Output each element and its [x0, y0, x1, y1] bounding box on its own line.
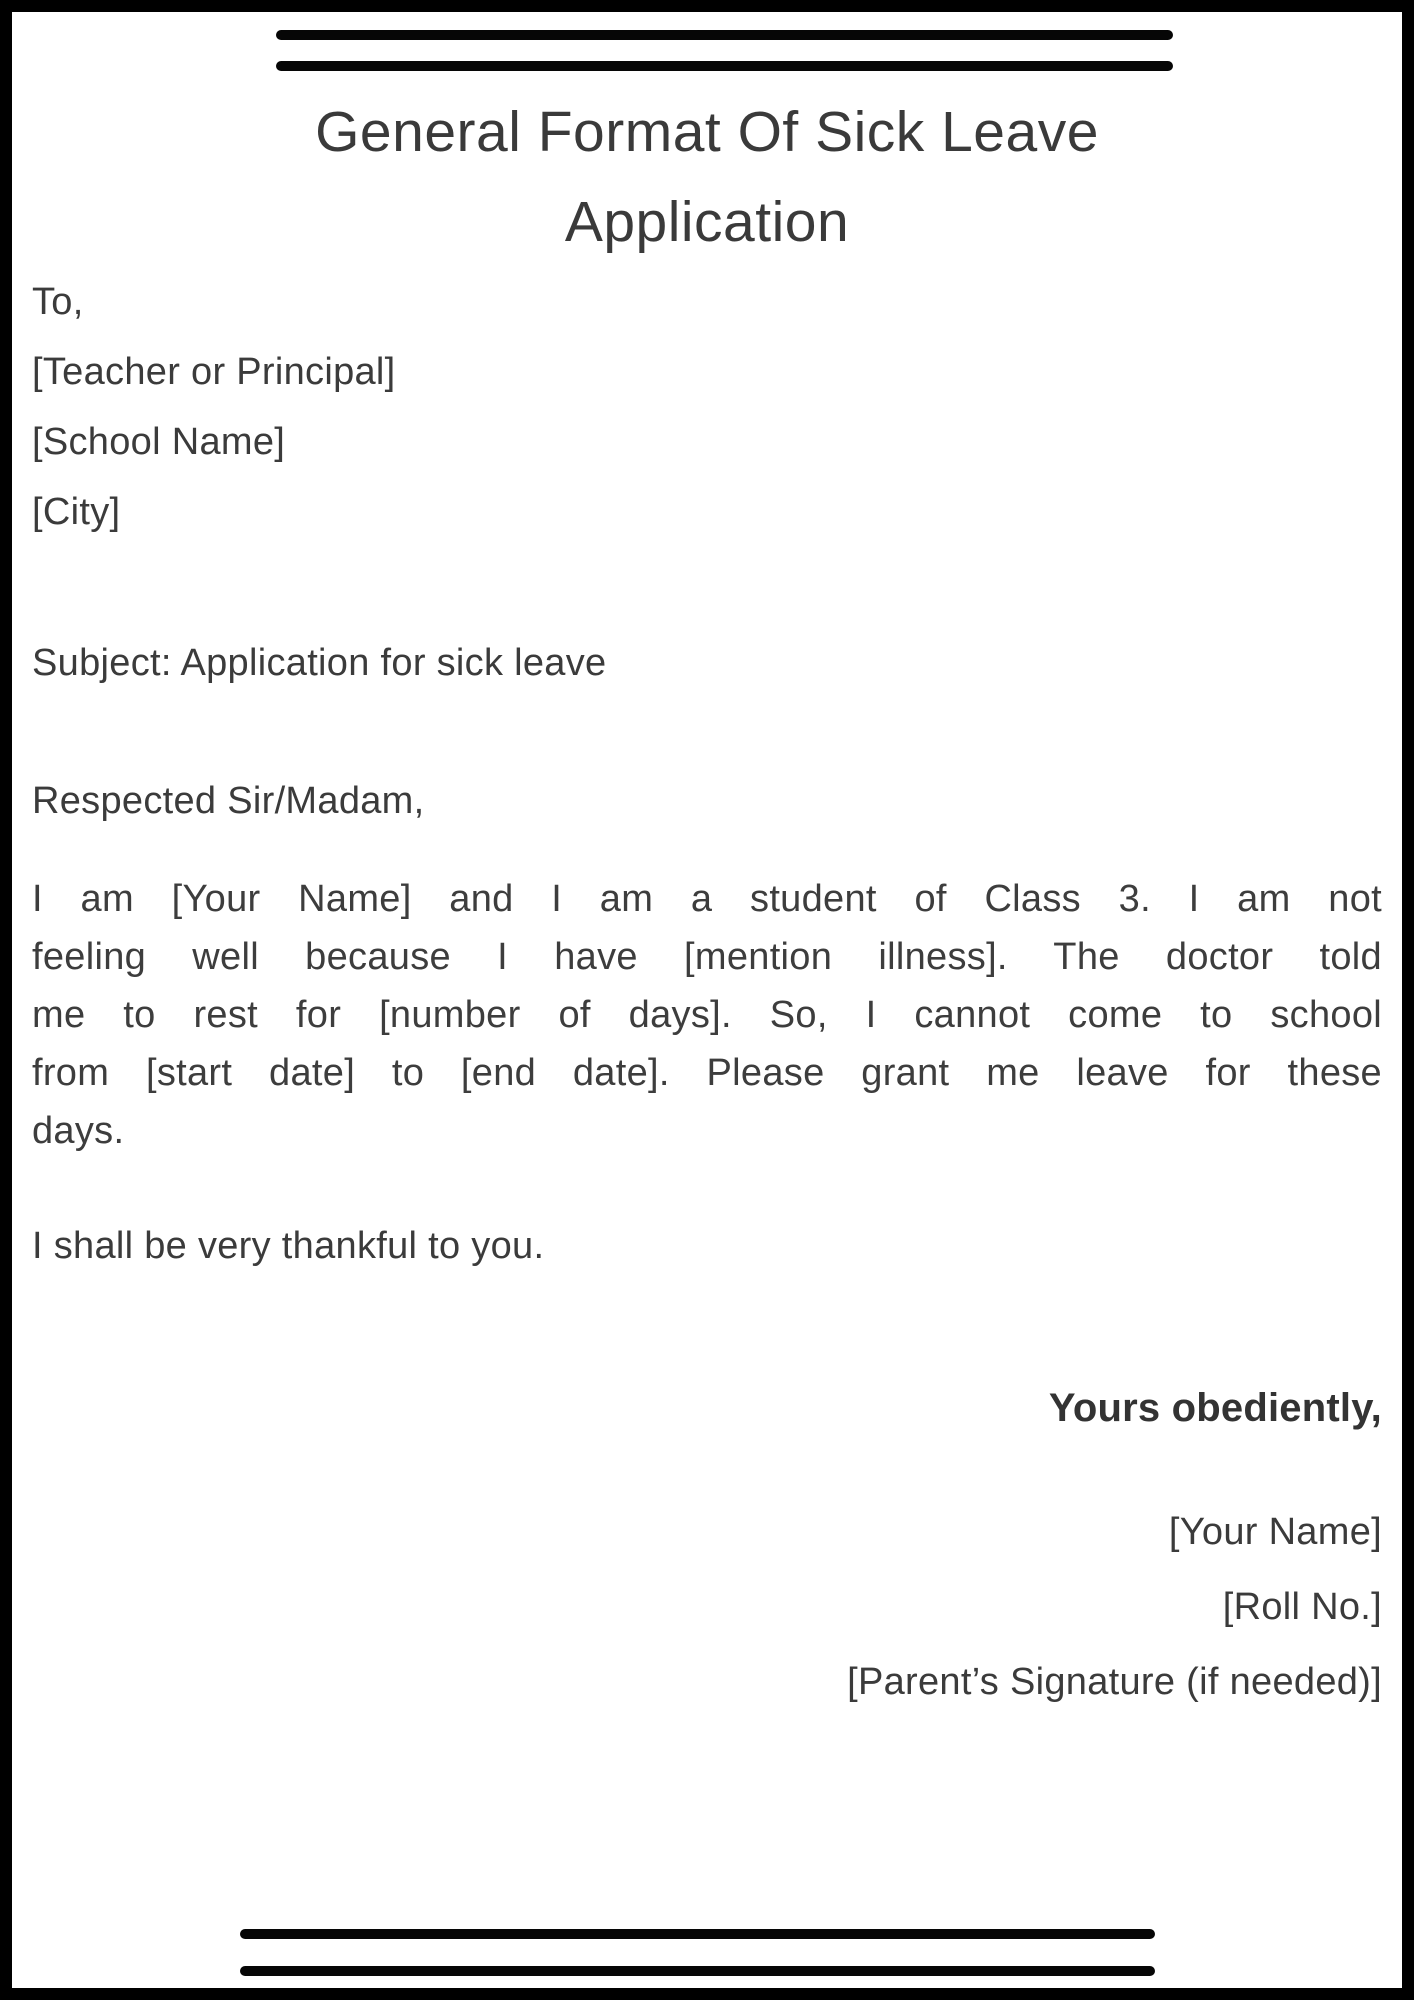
recipient-block: To, [Teacher or Principal] [School Name] [City] [32, 281, 396, 533]
bottom-rule-line-1 [240, 1929, 1155, 1939]
closing-line: Yours obediently, [1048, 1386, 1382, 1430]
bottom-rule-line-2 [240, 1966, 1155, 1976]
top-rule-line-2 [276, 61, 1173, 71]
top-double-rule [276, 30, 1173, 71]
salutation-line: Respected Sir/Madam, [32, 780, 425, 822]
body-paragraph: I am [Your Name] and I am a student of Class 3. I am not feeling well because I have [mention illness]. The doctor told me to rest for [number of days]. So, I cannot come to school from [start date] to [end date]. Please grant me leave for these days. [32, 878, 1382, 1152]
signature-block: [Your Name] [Roll No.] [Parent’s Signature (if needed)] [847, 1511, 1382, 1703]
subject-line: Subject: Application for sick leave [32, 642, 607, 684]
thanks-line: I shall be very thankful to you. [32, 1225, 545, 1267]
page-title: General Format Of Sick Leave Application [315, 100, 1099, 254]
bottom-double-rule [240, 1929, 1155, 1976]
letter-content [12, 30, 1402, 2000]
top-rule-line-1 [276, 30, 1173, 40]
